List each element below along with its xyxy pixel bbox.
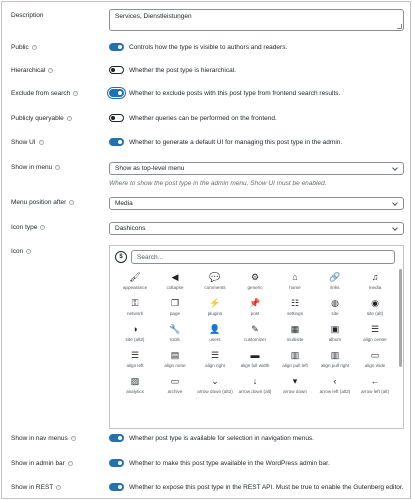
analytics-icon: ▨ [130,375,140,386]
help-icon[interactable]: ? [72,435,75,440]
icon-option[interactable] [355,347,395,373]
site-icon: ◍ [331,297,339,308]
plugins-icon: ⚡ [209,297,221,308]
arrow-left-alt2-icon: ‹ [333,375,337,386]
show-in-menu-select[interactable]: Show as top-level menu [109,162,404,175]
show-in-menu-label: Show in menu ? [11,164,59,171]
icon-option[interactable] [275,269,315,295]
hierarchical-control: Whether the post type is hierarchical. [109,66,236,74]
icon-option-label: arrow left (alt2) [319,389,351,394]
icon-option[interactable] [195,321,235,347]
show-rest-control: Whether to expose this post type in the REST API. Must be true to enable the Gutenberg editor. [109,483,404,491]
help-icon[interactable]: ? [74,90,77,95]
icon-option-label: align wide [364,363,386,368]
icon-option[interactable] [355,269,395,295]
icon-option[interactable] [195,347,235,373]
icon-option-label: generic [247,285,263,290]
icon-option-label: align full width [240,363,270,368]
help-icon[interactable]: ? [70,199,73,204]
show-nav-menus-toggle[interactable] [109,434,124,442]
scrollbar-thumb[interactable] [399,269,402,367]
chevron-down-icon [392,200,398,206]
selected-dollar-icon[interactable]: $ [115,251,127,263]
show-rest-toggle[interactable] [109,483,124,491]
icon-grid [115,269,395,426]
icon-option[interactable] [195,295,235,321]
icon-option-label: arrow down (alt) [238,389,272,394]
show-in-menu-hint: Where to show the post type in the admin menu. Show UI must be enabled. [109,180,327,187]
icon-option[interactable] [315,347,355,373]
icon-option-label: home [289,285,301,290]
icon-option-label: collapse [166,285,184,290]
chevron-down-icon [392,165,398,171]
settings-icon: ☷ [290,297,300,308]
icon-type-select[interactable]: Dashicons [109,222,404,235]
icon-option[interactable] [195,269,235,295]
icon-option[interactable] [115,321,155,347]
icon-option-label: align right [205,363,225,368]
description-textarea[interactable]: Services, Dienstleistungen [109,9,404,31]
hierarchical-label: Hierarchical ? [11,67,52,74]
public-control: Controls how the type is visible to authors and readers. [109,43,287,51]
icon-option-label: appearance [122,285,148,290]
icon-option[interactable] [235,269,275,295]
align-left-icon: ☰ [130,349,140,360]
icon-option[interactable] [115,295,155,321]
icon-option[interactable] [275,295,315,321]
icon-option-label: site [331,311,339,316]
icon-option-label: align left [126,363,144,368]
icon-option-label: tools [170,337,180,342]
help-icon[interactable]: ? [33,44,36,49]
icon-option-label: users [209,337,221,342]
album-icon: ▣ [330,323,340,334]
icon-option[interactable] [235,321,275,347]
icon-option[interactable] [155,295,195,321]
icon-option-label: links [330,285,340,290]
icon-option-label: plugins [207,311,223,316]
icon-option[interactable] [315,295,355,321]
post-icon: 📌 [249,297,261,308]
show-nav-menus-control: Whether post type is available for selection in navigation menus. [109,434,314,442]
icon-grid-scrollbar[interactable] [398,269,402,426]
icon-option-label: archive [167,389,183,394]
icon-option[interactable] [115,269,155,295]
icon-option-label: album [328,337,342,342]
show-ui-toggle[interactable] [109,138,124,146]
align-none-icon: ▤ [170,349,180,360]
links-icon: 🔗 [329,271,341,282]
icon-option-label: customizer [243,337,267,342]
publicly-queryable-label: Publicly queryable ? [11,115,71,122]
chevron-down-icon [392,225,398,231]
exclude-search-toggle[interactable] [109,89,124,97]
arrow-down-alt-icon: ↓ [252,375,258,386]
icon-option[interactable] [155,321,195,347]
icon-label: Icon ? [11,248,30,255]
multisite-icon: ▦ [290,323,300,334]
show-ui-control: Whether to generate a default UI for managing this post type in the admin. [109,138,342,146]
exclude-search-control: Whether to exclude posts with this post type from frontend search results. [109,89,340,97]
help-icon[interactable]: ? [69,460,72,465]
icon-option-label: comments [204,285,226,290]
icon-option[interactable] [315,373,355,399]
show-admin-bar-label: Show in admin bar ? [11,460,72,467]
public-label: Public ? [11,44,36,51]
align-pull-right-icon: ▥ [330,349,340,360]
icon-option[interactable] [235,295,275,321]
archive-icon: ▭ [170,375,180,386]
menu-position-select[interactable]: Media [109,197,404,210]
show-rest-label: Show in REST ? [11,484,60,491]
icon-option-label: arrow left (alt) [360,389,390,394]
icon-option[interactable] [115,347,155,373]
align-center-icon: ☰ [370,323,380,334]
icon-type-label: Icon type ? [11,224,44,231]
page-icon: ❐ [170,297,180,308]
help-icon[interactable]: ? [49,67,52,72]
appearance-icon: 🖌 [129,271,141,282]
icon-option-label: site (alt2) [125,337,145,342]
menu-position-label: Menu position after ? [11,199,73,206]
icon-option[interactable] [315,321,355,347]
description-label: Description [11,12,44,19]
show-ui-label: Show UI ? [11,139,43,146]
collapse-icon: ◀ [171,271,179,282]
icon-option-label: multisite [286,337,304,342]
help-icon[interactable]: ? [68,115,71,120]
help-icon[interactable]: ? [27,248,30,253]
icon-option[interactable] [235,347,275,373]
icon-option[interactable] [275,347,315,373]
icon-option-label: arrow down [283,389,307,394]
icon-option[interactable] [355,295,395,321]
home-icon: ⌂ [292,271,298,282]
icon-option[interactable] [195,373,235,399]
icon-option-label: align none [164,363,186,368]
users-icon: 👤 [209,323,221,334]
network-icon: ⚿ [131,297,139,308]
align-wide-icon: ▭ [370,349,380,360]
show-admin-bar-control: Whether to make this post type available in the WordPress admin bar. [109,459,330,467]
site-alt2-icon: ◑ [132,323,138,334]
tools-icon: 🔧 [169,323,181,334]
icon-option[interactable] [115,373,155,399]
icon-option-label: analytics [126,389,144,394]
help-icon[interactable]: ? [57,484,60,489]
icon-option[interactable] [235,373,275,399]
icon-option-label: align pull right [320,363,350,368]
icon-option-label: align center [363,337,387,342]
hierarchical-toggle[interactable] [109,66,124,74]
icon-option[interactable] [275,321,315,347]
publicly-queryable-control: Whether queries can be performed on the frontend. [109,114,277,122]
comments-icon: 💬 [209,271,221,282]
media-icon: ♫ [371,271,379,282]
help-icon[interactable]: ? [41,224,44,229]
icon-option-label: arrow down (alt2) [197,389,233,394]
show-admin-bar-toggle[interactable] [109,459,124,467]
public-toggle[interactable] [109,43,124,51]
show-nav-menus-label: Show in nav menus ? [11,435,75,442]
icon-search-input[interactable]: Search... [131,250,395,264]
icon-option-label: align pull left [282,363,308,368]
icon-option[interactable] [275,373,315,399]
icon-option-label: post [250,311,260,316]
site-alt-icon: ◉ [371,297,379,308]
arrow-left-alt-icon: ← [370,375,380,386]
align-pull-left-icon: ▥ [290,349,300,360]
icon-option[interactable] [155,373,195,399]
icon-option-label: page [169,311,181,316]
icon-option[interactable] [315,269,355,295]
icon-option-label: site (alt) [366,311,384,316]
help-icon[interactable]: ? [56,164,59,169]
generic-icon: ⚙ [250,271,260,282]
icon-option-label: media [368,285,382,290]
align-full-width-icon: ▬ [250,349,260,360]
exclude-search-label: Exclude from search ? [11,90,77,97]
icon-picker [109,245,404,429]
post-type-settings-panel [1,1,411,499]
icon-option-label: network [126,311,144,316]
customizer-icon: ✎ [251,323,259,334]
icon-option[interactable] [355,373,395,399]
icon-option[interactable] [155,347,195,373]
help-icon[interactable]: ? [40,139,43,144]
align-right-icon: ☰ [210,349,220,360]
icon-option[interactable] [155,269,195,295]
icon-option-label: settings [287,311,303,316]
icon-option[interactable] [355,321,395,347]
arrow-down-icon: ▾ [292,375,298,386]
publicly-queryable-toggle[interactable] [109,114,124,122]
arrow-down-alt2-icon: ⌄ [211,375,219,386]
